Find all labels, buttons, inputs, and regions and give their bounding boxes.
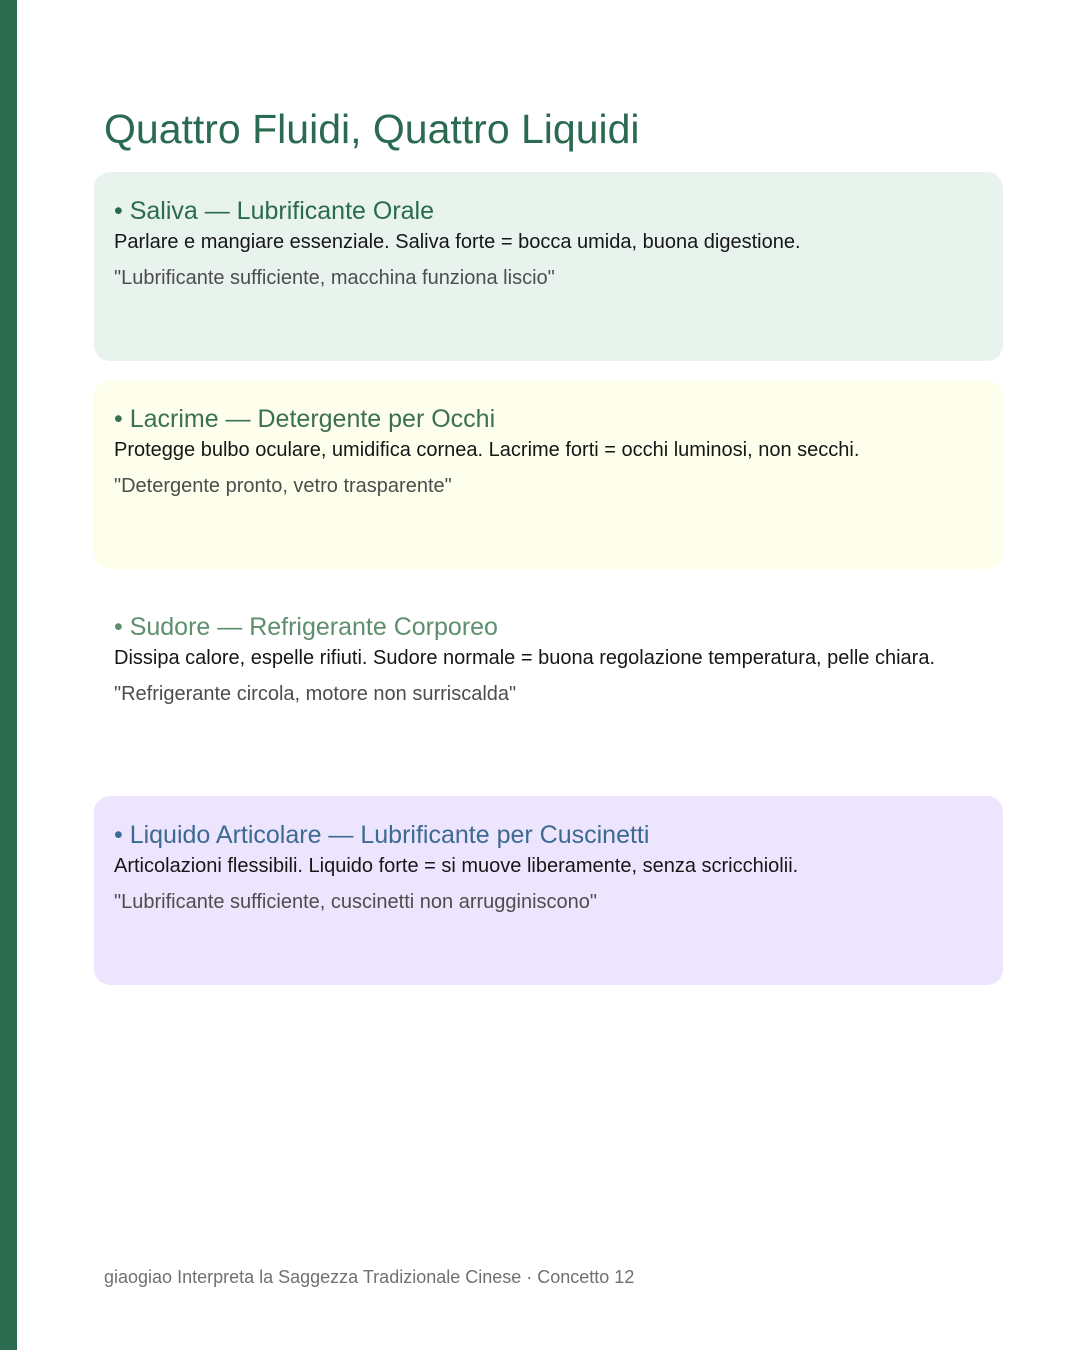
- card-quote: "Lubrificante sufficiente, macchina funziona liscio": [114, 267, 555, 289]
- fluid-card-lacrime: [94, 380, 1003, 569]
- card-description: Parlare e mangiare essenziale. Saliva forte = bocca umida, buona digestione.: [114, 231, 801, 253]
- fluid-card-saliva: [94, 172, 1003, 361]
- side-accent-bar: [0, 0, 17, 1350]
- card-heading: • Liquido Articolare — Lubrificante per Cuscinetti: [114, 821, 650, 849]
- card-quote: "Detergente pronto, vetro trasparente": [114, 475, 452, 497]
- page-footer: giaogiao Interpreta la Saggezza Tradizionale Cinese · Concetto 12: [104, 1267, 635, 1287]
- fluid-card-liquido-articolare: [94, 796, 1003, 985]
- card-description: Articolazioni flessibili. Liquido forte = si muove liberamente, senza scricchiolii.: [114, 855, 799, 877]
- fluid-card-sudore: [94, 588, 1003, 777]
- card-heading: • Sudore — Refrigerante Corporeo: [114, 613, 498, 641]
- card-description: Protegge bulbo oculare, umidifica cornea. Lacrime forti = occhi luminosi, non secchi.: [114, 439, 860, 461]
- card-quote: "Lubrificante sufficiente, cuscinetti non arrugginiscono": [114, 891, 597, 913]
- card-heading: • Saliva — Lubrificante Orale: [114, 197, 435, 225]
- card-description: Dissipa calore, espelle rifiuti. Sudore normale = buona regolazione temperatura, pelle chiara.: [114, 647, 936, 669]
- card-quote: "Refrigerante circola, motore non surriscalda": [114, 683, 517, 705]
- page-title: Quattro Fluidi, Quattro Liquidi: [104, 106, 640, 152]
- card-heading: • Lacrime — Detergente per Occhi: [114, 405, 496, 433]
